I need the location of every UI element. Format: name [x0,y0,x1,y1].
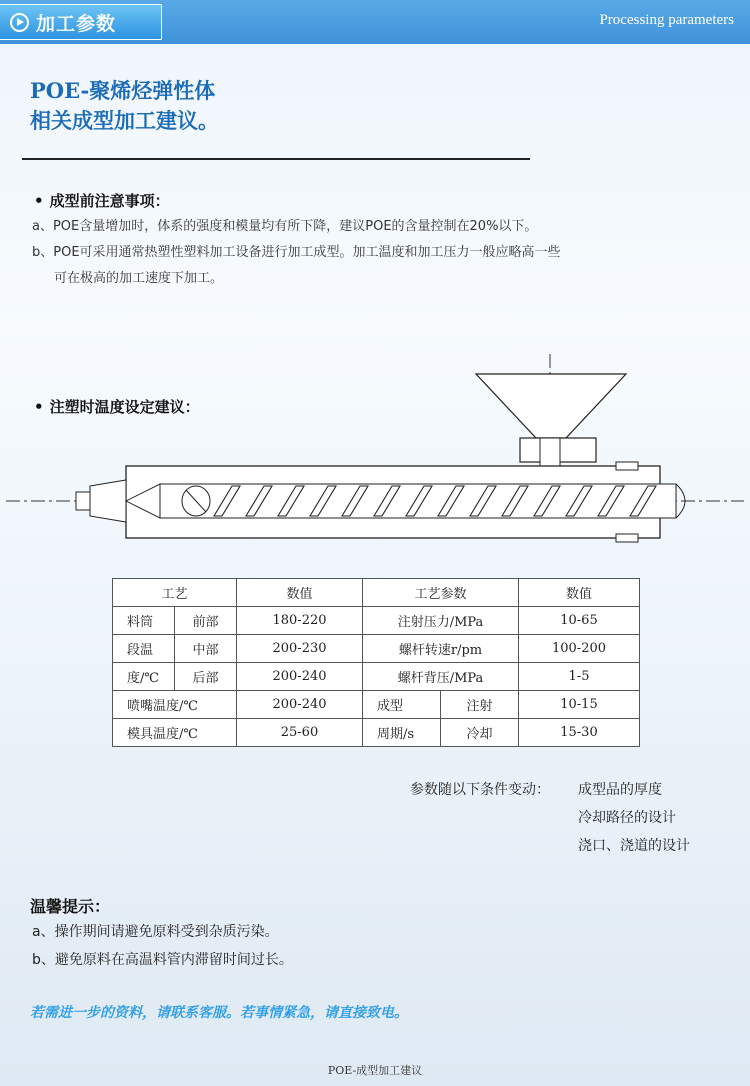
header-value-1: 数值 [237,579,363,607]
page-title [30,76,219,136]
variation-label: 参数随以下条件变动： [410,782,550,798]
header-parameter: 工艺参数 [363,579,519,607]
header-process: 工艺 [113,579,237,607]
contact-note: 若需进一步的资料，请联系客服。若事情紧急，请直接致电。 [30,1005,408,1021]
zone-middle-value: 200-230 [237,635,363,663]
tips-list [32,918,293,974]
cool-label: 冷却 [441,719,519,747]
table-row [113,663,640,691]
zone-middle: 中部 [175,635,237,663]
zone-front-value: 180-220 [237,607,363,635]
inject-label: 注射 [441,691,519,719]
nozzle-body [90,480,126,522]
zone-rear: 后部 [175,663,237,691]
param-screw-speed: 螺杆转速r/pm [363,635,519,663]
table-row [113,607,640,635]
english-section-title: Processing parameters [599,12,734,28]
zone-rear-value: 200-240 [237,663,363,691]
variation-item: 浇口、浇道的设计 [578,838,690,854]
note-b: b、POE可采用通常热塑性塑料加工设备进行加工成型。加工温度和加工压力一般应略高一些 [32,245,561,260]
table-row [113,691,640,719]
nozzle-temp-value: 200-240 [237,691,363,719]
footer-caption: POE-成型加工建议 [327,1064,423,1077]
before-molding-heading: • 成型前注意事项： [34,192,170,210]
param-injection-pressure-value: 10-65 [519,607,640,635]
tip-item: a、操作期间请避免原料受到杂质污染。 [32,924,279,940]
table-row [113,719,640,747]
mold-temp-label: 模具温度/℃ [113,719,237,747]
cycle-label-2: 周期/s [363,719,441,747]
cool-value: 15-30 [519,719,640,747]
tips-heading: 温馨提示： [30,897,111,916]
parameters-table [112,578,640,747]
injection-machine-diagram [0,350,750,570]
table-header-row [113,579,640,607]
param-back-pressure: 螺杆背压/MPa [363,663,519,691]
heater-band-bottom [616,534,638,542]
tip-item: b、避免原料在高温料管内滞留时间过长。 [32,952,293,968]
header-value-2: 数值 [519,579,640,607]
section-tab [0,4,162,40]
barrel-label-2: 段温 [113,635,175,663]
note-a: a、POE含量增加时，体系的强度和模量均有所下降，建议POE的含量控制在20%以下。 [32,219,538,234]
param-back-pressure-value: 1-5 [519,663,640,691]
zone-front: 前部 [175,607,237,635]
variation-list [578,776,690,860]
hopper-funnel [476,374,626,438]
param-screw-speed-value: 100-200 [519,635,640,663]
section-tab-label: 加工参数 [36,12,117,35]
heater-band-top [616,462,638,470]
title-divider [22,158,530,160]
table-row [113,635,640,663]
header-bar [0,0,750,44]
variation-item: 成型品的厚度 [578,782,662,798]
nozzle-tip [76,492,90,510]
play-circle-icon [10,13,29,32]
barrel-label-3: 度/℃ [113,663,175,691]
barrel-label-1: 料筒 [113,607,175,635]
title-line-1: POE-聚烯烃弹性体 [30,78,216,103]
injection-heading: • 注塑时温度设定建议： [34,398,200,416]
variation-item: 冷却路径的设计 [578,810,676,826]
title-line-2: 相关成型加工建议。 [30,108,219,133]
param-injection-pressure: 注射压力/MPa [363,607,519,635]
mold-temp-value: 25-60 [237,719,363,747]
before-molding-list [32,214,561,292]
note-b-continued: 可在极高的加工速度下加工。 [54,271,224,286]
cycle-label-1: 成型 [363,691,441,719]
nozzle-temp-label: 喷嘴温度/℃ [113,691,237,719]
inject-value: 10-15 [519,691,640,719]
